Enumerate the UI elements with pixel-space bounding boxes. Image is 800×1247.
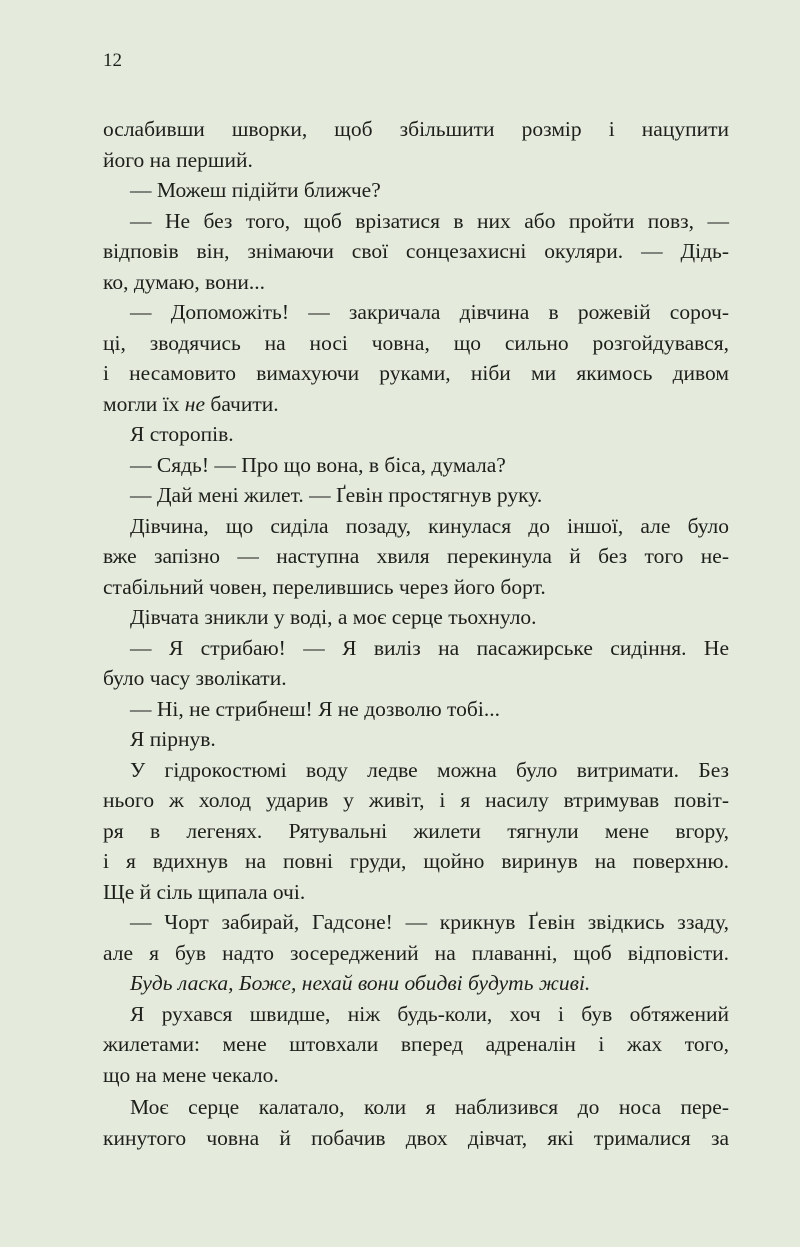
text-line: Моє серце калатало, коли я наблизився до носа пере- — [130, 1095, 729, 1119]
text-segment: могли їх — [103, 391, 185, 416]
text-line: — Сядь! — Про що вона, в біса, думала? — [130, 452, 506, 477]
text-line: і несамовито вимахуючи руками, ніби ми якимось дивом — [103, 361, 729, 385]
text-line-italic: Будь ласка, Боже, нехай вони обидві будуть живі. — [130, 971, 591, 995]
text-line: нього ж холод ударив у живіт, і я насилу втримував повіт- — [103, 788, 729, 812]
text-segment: бачити. — [205, 391, 279, 416]
text-line: стабільний човен, перелившись через його борт. — [103, 574, 546, 599]
text-line: ря в легенях. Рятувальні жилети тягнули мене вгору, — [103, 818, 729, 843]
text-line: ко, думаю, вони... — [103, 269, 265, 294]
page-number: 12 — [103, 50, 122, 71]
text-line — [103, 389, 729, 420]
text-line: — Не без того, щоб врізатися в них або пройти повз, — — [130, 208, 729, 233]
text-line: — Дай мені жилет. — Ґевін простягнув руку. — [130, 483, 543, 507]
body-text — [103, 114, 729, 1153]
text-line: Дівчата зникли у воді, а моє серце тьохнуло. — [130, 605, 537, 629]
text-line: що на мене чекало. — [103, 1062, 279, 1087]
text-line: — Ні, не стрибнеш! Я не дозволю тобі... — [130, 696, 500, 721]
text-line: — Допоможіть! — закричала дівчина в рожевій сороч- — [130, 300, 729, 324]
text-line: було часу зволікати. — [103, 666, 287, 690]
text-line: його на перший. — [103, 147, 253, 172]
text-line: вже запізно — наступна хвиля перекинула й без того не- — [103, 544, 729, 568]
text-line: Ще й сіль щипала очі. — [103, 879, 306, 904]
text-line: ці, зводячись на носі човна, що сильно розгойдувався, — [103, 330, 729, 355]
text-line: — Можеш підійти ближче? — [130, 178, 381, 202]
text-line: але я був надто зосереджений на плаванні, щоб відповісти. — [103, 940, 729, 965]
text-line: кинутого човна й побачив двох дівчат, які трималися за — [103, 1125, 729, 1150]
text-line: ослабивши шворки, щоб збільшити розмір і нацупити — [103, 117, 729, 141]
text-line: жилетами: мене штовхали вперед адреналін і жах того, — [103, 1032, 729, 1056]
text-line: Я сторопів. — [130, 422, 234, 446]
text-line: Дівчина, що сиділа позаду, кинулася до іншої, але було — [130, 513, 729, 538]
text-line: — Чорт забирай, Гадсоне! — крикнув Ґевін звідкись ззаду, — [130, 910, 729, 934]
text-line: — Я стрибаю! — Я виліз на пасажирське сидіння. Не — [130, 635, 729, 660]
emphasis-text: не — [184, 391, 206, 416]
text-line: Я пірнув. — [130, 727, 216, 751]
text-line: відповів він, знімаючи свої сонцезахисні окуляри. — Дідь- — [103, 239, 729, 263]
text-line: Я рухався швидше, ніж будь-коли, хоч і був обтяжений — [130, 1001, 729, 1026]
text-line: і я вдихнув на повні груди, щойно виринув на поверхню. — [103, 849, 729, 873]
text-line: У гідрокостюмі воду ледве можна було витримати. Без — [130, 757, 729, 782]
